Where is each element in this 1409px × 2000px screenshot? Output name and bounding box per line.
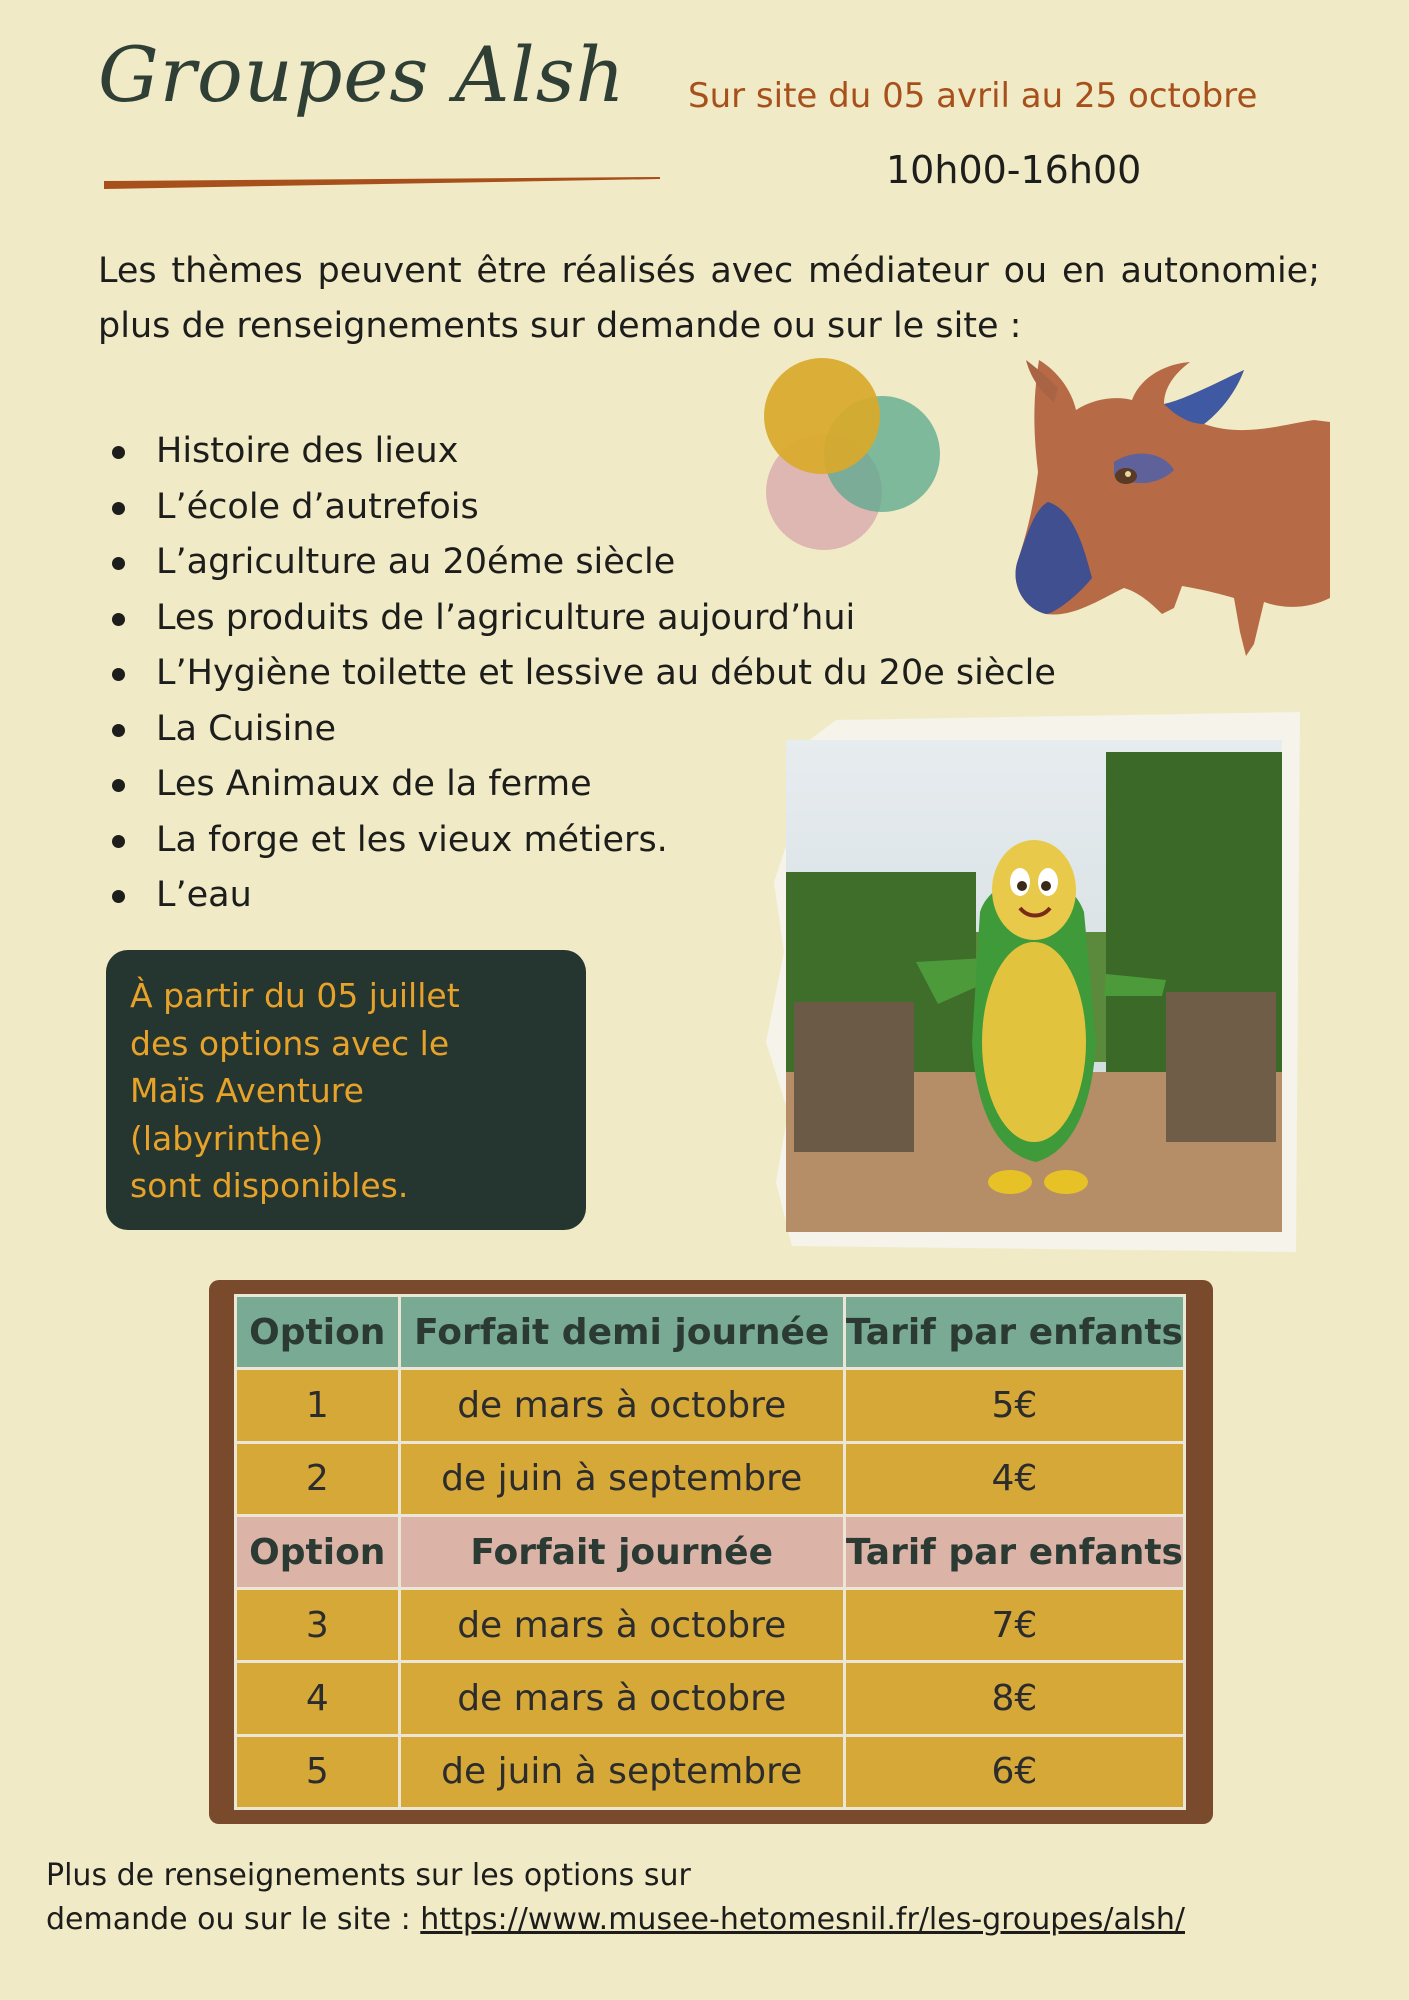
- pricing-table: [234, 1294, 1186, 1810]
- footer-line: Plus de renseignements sur les options sur: [46, 1858, 691, 1893]
- list-item: L’école d’autrefois: [98, 480, 1218, 536]
- footer-note: [46, 1854, 1346, 1942]
- header-cell: Tarif par enfants: [844, 1296, 1184, 1369]
- list-item: L’eau: [98, 868, 1218, 924]
- list-item: La forge et les vieux métiers.: [98, 813, 1218, 869]
- callout-line: Maïs Aventure: [130, 1071, 364, 1110]
- header-cell: Option: [236, 1296, 400, 1369]
- table-cell: de juin à septembre: [399, 1735, 844, 1808]
- bullet-icon: [112, 502, 125, 515]
- intro-text: Les thèmes peuvent être réalisés avec médiateur ou en autonomie; plus de renseignements sur demande ou sur le site :: [98, 251, 1320, 346]
- decorative-circles: [764, 358, 944, 554]
- table-header-full-day: [236, 1515, 1185, 1588]
- table-row: [236, 1442, 1185, 1515]
- list-item: Histoire des lieux: [98, 424, 1218, 480]
- bullet-icon: [112, 835, 125, 848]
- goat-image: [1014, 352, 1334, 732]
- bullet-icon: [112, 557, 125, 570]
- table-cell: de juin à septembre: [399, 1442, 844, 1515]
- table-header-half-day: [236, 1296, 1185, 1369]
- table-cell: de mars à octobre: [399, 1589, 844, 1662]
- table-row: [236, 1735, 1185, 1808]
- title-underline: [104, 176, 660, 192]
- maize-mascot-photo: [766, 712, 1300, 1252]
- header-cell: Forfait demi journée: [399, 1296, 844, 1369]
- list-item: L’Hygiène toilette et lessive au début du 20e siècle: [98, 646, 1218, 702]
- opening-hours: 10h00-16h00: [886, 148, 1142, 192]
- table-cell: 2: [236, 1442, 400, 1515]
- pricing-table-frame: [209, 1280, 1213, 1824]
- callout-line: des options avec le: [130, 1023, 450, 1063]
- callout-line: sont disponibles.: [130, 1166, 409, 1205]
- footer-line: demande ou sur le site : https://www.musee-hetomesnil.fr/les-groupes/alsh/: [46, 1902, 1185, 1937]
- table-cell: 6€: [844, 1735, 1184, 1808]
- maize-adventure-callout: [106, 950, 586, 1230]
- bullet-icon: [112, 668, 125, 681]
- table-cell: 1: [236, 1369, 400, 1442]
- table-cell: 5: [236, 1735, 400, 1808]
- table-row: [236, 1662, 1185, 1735]
- header-cell: Option: [236, 1515, 400, 1588]
- bullet-icon: [112, 779, 125, 792]
- bullet-icon: [112, 446, 125, 459]
- table-row: [236, 1589, 1185, 1662]
- table-cell: 4€: [844, 1442, 1184, 1515]
- list-item: Les Animaux de la ferme: [98, 757, 1218, 813]
- table-row: [236, 1369, 1185, 1442]
- header-cell: Tarif par enfants: [844, 1515, 1184, 1588]
- callout-line: (labyrinthe): [130, 1118, 324, 1158]
- date-range: Sur site du 05 avril au 25 octobre: [688, 76, 1258, 116]
- table-cell: 7€: [844, 1589, 1184, 1662]
- list-item: L’agriculture au 20éme siècle: [98, 535, 1218, 591]
- table-cell: 4: [236, 1662, 400, 1735]
- callout-line: À partir du 05 juillet: [130, 976, 460, 1015]
- bullet-icon: [112, 890, 125, 903]
- bullet-icon: [112, 724, 125, 737]
- table-cell: de mars à octobre: [399, 1662, 844, 1735]
- bullet-icon: [112, 613, 125, 626]
- site-link[interactable]: https://www.musee-hetomesnil.fr/les-groupes/alsh/: [420, 1902, 1185, 1937]
- table-cell: 3: [236, 1589, 400, 1662]
- table-cell: 5€: [844, 1369, 1184, 1442]
- table-cell: de mars à octobre: [399, 1369, 844, 1442]
- header-cell: Forfait journée: [399, 1515, 844, 1588]
- list-item: La Cuisine: [98, 702, 1218, 758]
- list-item: Les produits de l’agriculture aujourd’hui: [98, 591, 1218, 647]
- table-cell: 8€: [844, 1662, 1184, 1735]
- page-title: Groupes Alsh: [98, 30, 626, 119]
